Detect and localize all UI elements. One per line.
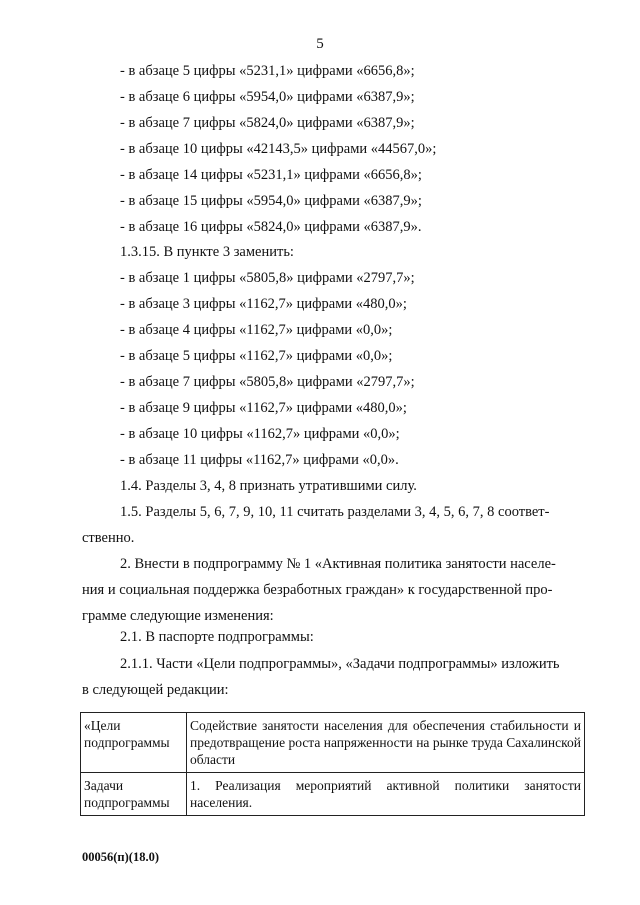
text-line: - в абзаце 11 цифры «1162,7» цифрами «0,0». — [120, 452, 399, 468]
paragraph-2-1-1 — [82, 651, 581, 703]
text-line: - в абзаце 7 цифры «5824,0» цифрами «6387,9»; — [120, 115, 415, 131]
paragraph-1-5 — [82, 499, 581, 551]
text-line: - в абзаце 3 цифры «1162,7» цифрами «480,0»; — [120, 296, 407, 312]
text-line: - в абзаце 10 цифры «42143,5» цифрами «44567,0»; — [120, 141, 437, 157]
text-line: - в абзаце 15 цифры «5954,0» цифрами «6387,9»; — [120, 193, 422, 209]
page-number: 5 — [316, 36, 324, 52]
text-line: - в абзаце 7 цифры «5805,8» цифрами «2797,7»; — [120, 374, 415, 390]
paragraph-line: 1.5. Разделы 5, 6, 7, 9, 10, 11 считать разделами 3, 4, 5, 6, 7, 8 соответ- — [120, 504, 550, 520]
table-head-cell: «Цели подпрограммы — [81, 713, 187, 773]
text-line: - в абзаце 10 цифры «1162,7» цифрами «0,0»; — [120, 426, 400, 442]
paragraph-line: ственно. — [82, 530, 135, 546]
paragraph-line: в следующей редакции: — [82, 682, 229, 698]
text-line: - в абзаце 1 цифры «5805,8» цифрами «2797,7»; — [120, 270, 415, 286]
table-row — [81, 773, 585, 816]
text-line: - в абзаце 5 цифры «5231,1» цифрами «6656,8»; — [120, 63, 415, 79]
table-body-cell: Содействие занятости населения для обеспечения стабильности и предотвращение роста напряженности на рынке труда Сахалинской области — [187, 713, 585, 773]
paragraph-line: ния и социальная поддержка безработных граждан» к государственной про- — [82, 582, 553, 598]
edit-table — [80, 712, 585, 816]
table-row — [81, 713, 585, 773]
text-line: - в абзаце 6 цифры «5954,0» цифрами «6387,9»; — [120, 89, 415, 105]
text-line: 1.4. Разделы 3, 4, 8 признать утратившими силу. — [120, 478, 417, 494]
paragraph-line: 2. Внести в подпрограмму № 1 «Активная политика занятости населе- — [120, 556, 556, 572]
text-line: - в абзаце 4 цифры «1162,7» цифрами «0,0»; — [120, 322, 393, 338]
text-line: - в абзаце 14 цифры «5231,1» цифрами «6656,8»; — [120, 167, 422, 183]
text-line: 1.3.15. В пункте 3 заменить: — [120, 244, 294, 260]
paragraph-line: грамме следующие изменения: — [82, 608, 274, 624]
paragraph-line: 2.1.1. Части «Цели подпрограммы», «Задачи подпрограммы» изложить — [120, 656, 560, 672]
text-line: - в абзаце 5 цифры «1162,7» цифрами «0,0»; — [120, 348, 393, 364]
table-head-cell: Задачи подпрограммы — [81, 773, 187, 816]
text-line: - в абзаце 9 цифры «1162,7» цифрами «480,0»; — [120, 400, 407, 416]
paragraph-2 — [82, 551, 581, 629]
table-body-cell: 1. Реализация мероприятий активной политики занятости населения. — [187, 773, 585, 816]
document-code: 00056(п)(18.0) — [82, 850, 159, 864]
paragraph-2-1: 2.1. В паспорте подпрограммы: — [120, 629, 314, 645]
text-line: - в абзаце 16 цифры «5824,0» цифрами «6387,9». — [120, 219, 422, 235]
